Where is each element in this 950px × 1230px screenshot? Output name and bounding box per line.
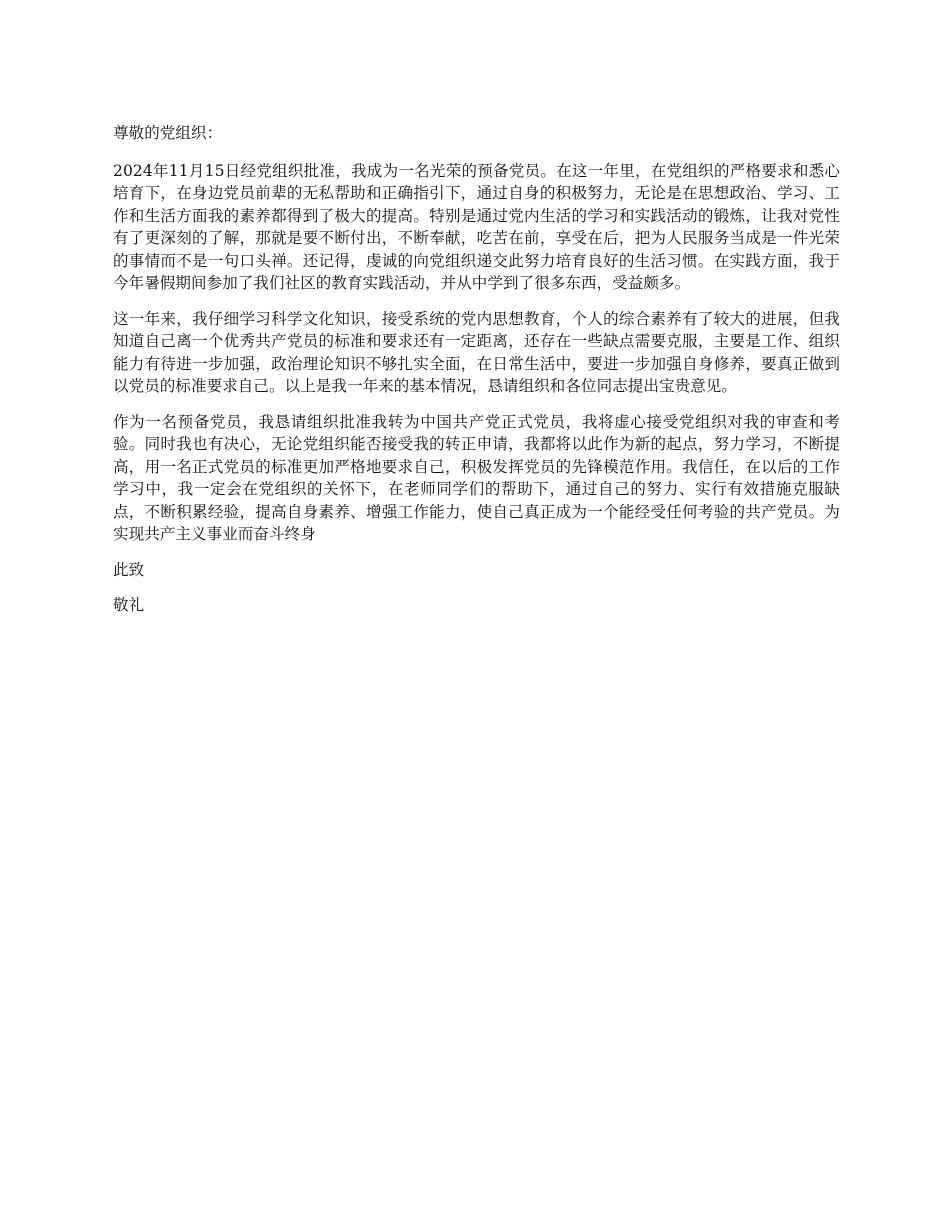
paragraph-3: 作为一名预备党员，我恳请组织批准我转为中国共产党正式党员，我将虚心接受党组织对我的审查和考验。同时我也有决心，无论党组织能否接受我的转正申请，我都将以此作为新的起点，努力学习，不断提高，用一名正式党员的标准更加严格地要求自己，积极发挥党员的先锋模范作用。我信任，在以后的工作学习中，我一定会在党组织的关怀下，在老师同学们的帮助下，通过自己的努力、实行有效措施克服缺点，不断积累经验，提高自身素养、增强工作能力，使自己真正成为一个能经受任何考验的共产党员。为实现共产主义事业而奋斗终身 [113,412,840,543]
closing-line-1: 此致 [113,560,145,579]
letter-body [113,122,840,630]
paragraph-1: 2024年11月15日经党组织批准，我成为一名光荣的预备党员。在这一年里，在党组织的严格要求和悉心培育下，在身边党员前辈的无私帮助和正确指引下，通过自身的积极努力，无论是在思想政治、学习、工作和生活方面我的素养都得到了极大的提高。特别是通过党内生活的学习和实践活动的锻炼，让我对党性有了更深刻的了解，那就是要不断付出，不断奉献，吃苦在前，享受在后，把为人民服务当成是一件光荣的事情而不是一句口头禅。还记得，虔诚的向党组织递交此努力培育良好的生活习惯。在实践方面，我于今年暑假期间参加了我们社区的教育实践活动，并从中学到了很多东西，受益颇多。 [113,161,840,292]
paragraph-2: 这一年来，我仔细学习科学文化知识，接受系统的党内思想教育，个人的综合素养有了较大的进展，但我知道自己离一个优秀共产党员的标准和要求还有一定距离，还存在一些缺点需要克服，主要是工作、组织能力有待进一步加强，政治理论知识不够扎实全面，在日常生活中，要进一步加强自身修养，要真正做到以党员的标准要求自己。以上是我一年来的基本情况，恳请组织和各位同志提出宝贵意见。 [113,309,840,395]
closing-line-2: 敬礼 [113,596,145,614]
salutation: 尊敬的党组织： [113,124,223,142]
